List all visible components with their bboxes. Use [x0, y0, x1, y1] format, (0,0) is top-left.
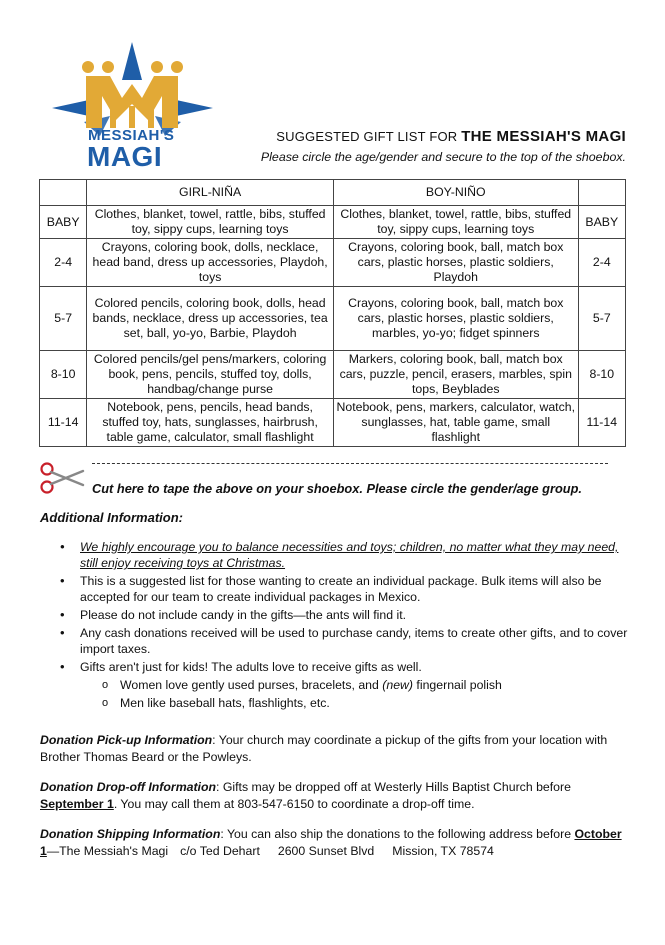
- table-row: [40, 287, 626, 351]
- boy-gifts-cell: Crayons, coloring book, ball, match box cars, plastic horses, plastic soldiers, marbles, yo-yo; fidget spinners: [333, 287, 578, 351]
- sub-item-text: fingernail polish: [413, 678, 502, 692]
- messiahs-magi-logo: [50, 40, 215, 175]
- age-cell: 5-7: [578, 287, 625, 351]
- age-cell: 5-7: [40, 287, 87, 351]
- girl-gifts-cell: Notebook, pens, pencils, head bands, stuffed toy, hats, sunglasses, hairbrush, table game, calculator, small flashlight: [87, 399, 334, 447]
- girl-gifts-cell: Crayons, coloring book, dolls, necklace, head band, dress up accessories, Playdoh, toys: [87, 239, 334, 287]
- column-header-boy: BOY-NIÑO: [333, 180, 578, 206]
- girl-gifts-cell: Colored pencils/gel pens/markers, coloring book, pens, pencils, stuffed toy, dolls, handbag/change purse: [87, 351, 334, 399]
- cut-line-divider: [92, 463, 608, 464]
- dropoff-label: Donation Drop-off Information: [40, 780, 216, 794]
- logo-text-line2: MAGI: [87, 141, 163, 172]
- sub-item-emphasis: (new): [382, 678, 414, 692]
- girl-gifts-cell: Clothes, blanket, towel, rattle, bibs, stuffed toy, sippy cups, learning toys: [87, 206, 334, 239]
- pickup-text: : Your church may coordinate a pickup of the gifts from your location with Brother Thomas Beard or the Powleys.: [40, 733, 608, 764]
- shipping-address-name: —The Messiah's Magi: [46, 844, 169, 858]
- dropoff-date: September 1: [40, 797, 114, 811]
- girl-gifts-cell: Colored pencils, coloring book, dolls, head bands, necklace, dress up accessories, tea set, ball, yo-yo, Barbie, Playdoh: [87, 287, 334, 351]
- age-cell: 8-10: [578, 351, 625, 399]
- additional-info-list: [60, 539, 630, 713]
- age-cell: 8-10: [40, 351, 87, 399]
- boy-gifts-cell: Markers, coloring book, ball, match box cars, puzzle, pencil, erasers, marbles, spin tops, Beyblades: [333, 351, 578, 399]
- header-empty-cell: [40, 180, 87, 206]
- list-item: • We highly encourage you to balance necessities and toys; children, no matter what they may need, still enjoy receiving toys at Christmas.: [60, 539, 630, 571]
- shipping-address-care-of: c/o Ted Dehart: [180, 844, 260, 858]
- column-header-girl: GIRL-NIÑA: [87, 180, 334, 206]
- pickup-label: Donation Pick-up Information: [40, 733, 213, 747]
- shipping-text: : You can also ship the donations to the following address before: [220, 827, 575, 841]
- list-item: • Any cash donations received will be used to purchase candy, items to create other gifts, and to cover import taxes.: [60, 625, 630, 657]
- dropoff-text: . You may call them at 803-547-6150 to coordinate a drop-off time.: [113, 797, 475, 811]
- table-row: [40, 399, 626, 447]
- sub-list-item: [80, 677, 630, 693]
- gift-list-table: [39, 179, 626, 447]
- logo-text-line1: MESSIAH'S: [88, 127, 175, 144]
- boy-gifts-cell: Crayons, coloring book, ball, match box cars, plastic horses, plastic soldiers, Playdoh: [333, 239, 578, 287]
- shipping-info: [40, 826, 630, 860]
- pickup-info: [40, 732, 630, 766]
- additional-info-heading: Additional Information:: [40, 510, 183, 525]
- table-row: [40, 239, 626, 287]
- list-item-text: Gifts aren't just for kids! The adults love to receive gifts as well.: [80, 660, 422, 674]
- list-item-adults: [60, 659, 630, 711]
- dropoff-text: : Gifts may be dropped off at Westerly Hills Baptist Church before: [216, 780, 571, 794]
- shipping-address-city: Mission, TX 78574: [392, 844, 494, 858]
- boy-gifts-cell: Clothes, blanket, towel, rattle, bibs, stuffed toy, sippy cups, learning toys: [333, 206, 578, 239]
- title-prefix: SUGGESTED GIFT LIST FOR: [276, 129, 458, 144]
- title-organization: THE MESSIAH'S MAGI: [461, 128, 626, 145]
- table-row: [40, 206, 626, 239]
- shipping-date: October 1: [40, 827, 622, 858]
- shipping-address-street: 2600 Sunset Blvd: [277, 844, 375, 858]
- age-cell: 2-4: [40, 239, 87, 287]
- table-header-row: [40, 180, 626, 206]
- age-cell: BABY: [40, 206, 87, 239]
- scissors-icon: [39, 461, 85, 495]
- document-subtitle: Please circle the age/gender and secure to the top of the shoebox.: [260, 150, 626, 164]
- table-row: [40, 351, 626, 399]
- sub-list-item: o Men like baseball hats, flashlights, etc.: [80, 695, 630, 711]
- shipping-label: Donation Shipping Information: [40, 827, 221, 841]
- cut-instruction: Cut here to tape the above on your shoebox. Please circle the gender/age group.: [92, 481, 582, 496]
- age-cell: 11-14: [40, 399, 87, 447]
- header-empty-cell: [578, 180, 625, 206]
- age-cell: 2-4: [578, 239, 625, 287]
- age-cell: BABY: [578, 206, 625, 239]
- boy-gifts-cell: Notebook, pens, markers, calculator, watch, sunglasses, hat, table game, small flashlight: [333, 399, 578, 447]
- document-title: [230, 128, 626, 145]
- sub-item-text: Women love gently used purses, bracelets, and: [120, 678, 383, 692]
- list-item: • This is a suggested list for those wanting to create an individual package. Bulk items will also be accepted for our team to create individual packages in Mexico.: [60, 573, 630, 605]
- list-item: • Please do not include candy in the gifts—the ants will find it.: [60, 607, 630, 623]
- dropoff-info: [40, 779, 630, 813]
- age-cell: 11-14: [578, 399, 625, 447]
